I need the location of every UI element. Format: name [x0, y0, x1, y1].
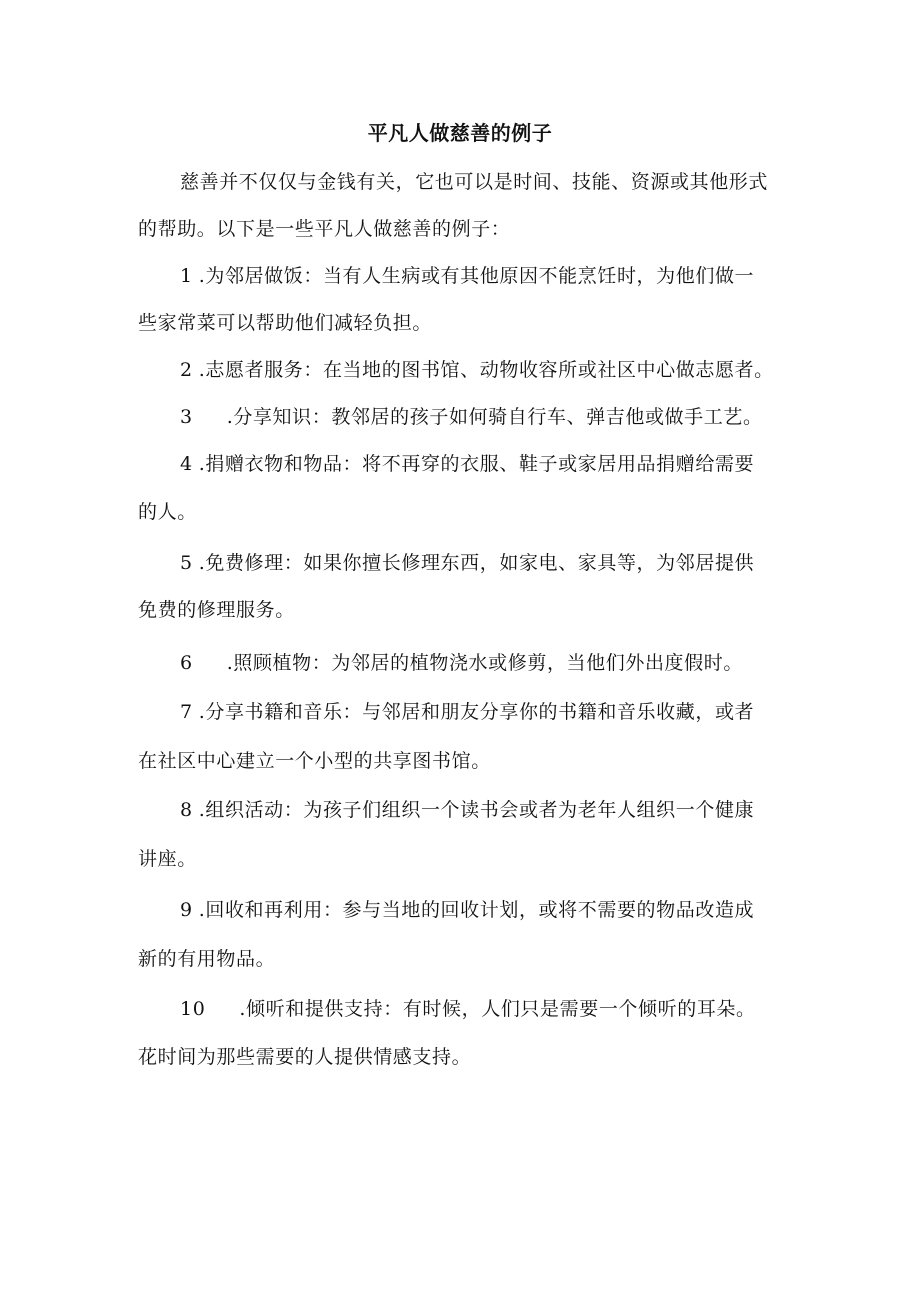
item-text: .志愿者服务：在当地的图书馆、动物收容所或社区中心做志愿者。 [198, 359, 774, 381]
list-item-4 [180, 450, 754, 478]
list-item-8 [180, 796, 754, 824]
item-number: 8 [180, 799, 193, 821]
intro-line-1: 慈善并不仅仅与金钱有关，它也可以是时间、技能、资源或其他形式 [180, 171, 769, 193]
list-item-7 [180, 698, 754, 726]
list-item-9 [180, 896, 754, 924]
item-number: 6 [180, 652, 193, 674]
list-item-1-continuation: 些家常菜可以帮助他们减轻负担。 [138, 312, 433, 334]
item-number: 4 [180, 453, 193, 475]
list-item-5-continuation: 免费的修理服务。 [138, 599, 295, 621]
item-number: 1 [180, 265, 193, 287]
item-text: .分享知识：教邻居的孩子如何骑自行车、弹吉他或做手工艺。 [226, 406, 763, 428]
item-text: .捐赠衣物和物品：将不再穿的衣服、鞋子或家居用品捐赠给需要 [198, 453, 755, 475]
list-item-6 [180, 649, 743, 677]
item-text: .组织活动：为孩子们组织一个读书会或者为老年人组织一个健康 [198, 799, 755, 821]
item-text: .为邻居做饭：当有人生病或有其他原因不能烹饪时，为他们做一 [198, 265, 755, 287]
list-item-3 [180, 403, 763, 431]
document-title: 平凡人做慈善的例子 [367, 121, 553, 145]
item-text: .分享书籍和音乐：与邻居和朋友分享你的书籍和音乐收藏，或者 [198, 701, 755, 723]
list-item-7-continuation: 在社区中心建立一个小型的共享图书馆。 [138, 750, 491, 772]
item-text: .回收和再利用：参与当地的回收计划，或将不需要的物品改造成 [198, 899, 755, 921]
list-item-4-continuation: 的人。 [138, 501, 197, 523]
item-number: 10 [180, 998, 206, 1020]
list-item-5 [180, 549, 754, 577]
list-item-2 [180, 356, 774, 384]
item-number: 5 [180, 552, 193, 574]
item-text: .照顾植物：为邻居的植物浇水或修剪，当他们外出度假时。 [226, 652, 743, 674]
intro-line-2: 的帮助。以下是一些平凡人做慈善的例子： [138, 218, 511, 240]
item-number: 2 [180, 359, 193, 381]
item-text: .倾听和提供支持：有时候，人们只是需要一个倾听的耳朵。 [239, 998, 756, 1020]
item-number: 9 [180, 899, 193, 921]
item-number: 7 [180, 701, 193, 723]
item-number: 3 [180, 406, 193, 428]
list-item-9-continuation: 新的有用物品。 [138, 948, 276, 970]
list-item-1 [180, 262, 754, 290]
list-item-8-continuation: 讲座。 [138, 848, 197, 870]
list-item-10-continuation: 花时间为那些需要的人提供情感支持。 [138, 1046, 472, 1068]
item-text: .免费修理：如果你擅长修理东西，如家电、家具等，为邻居提供 [198, 552, 755, 574]
list-item-10 [180, 995, 756, 1023]
